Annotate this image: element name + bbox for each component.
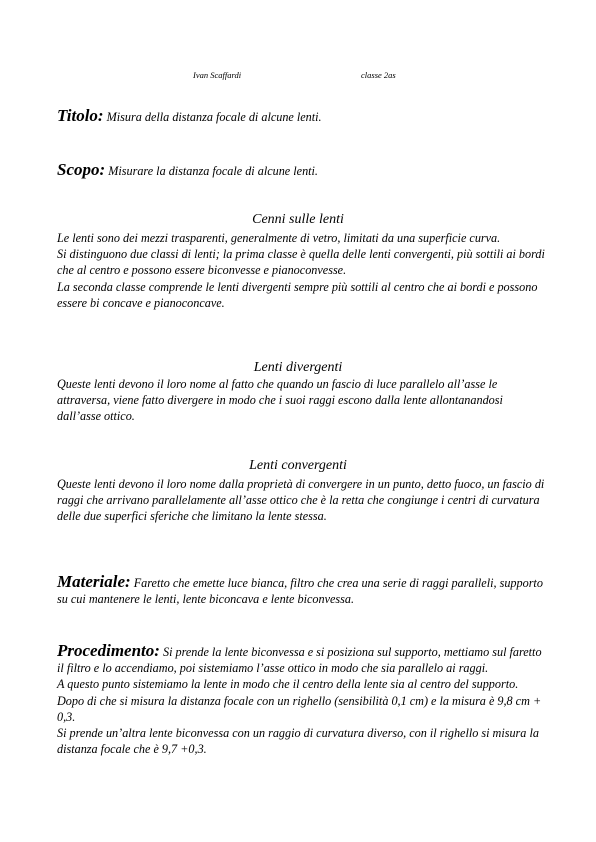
procedimento-paragraph: A questo punto sistemiamo la lente in modo che il centro della lente sia al centro del supporto. Dopo di che si misura la distanza focale con un righello (sensibilità 0,1 cm) e la misura è 9,8 cm + 0,3. bbox=[57, 677, 542, 724]
scopo-section bbox=[57, 162, 547, 179]
titolo-label: Titolo: bbox=[57, 106, 104, 125]
divergenti-heading: Lenti divergenti bbox=[253, 360, 343, 375]
cenni-paragraph: Le lenti sono dei mezzi trasparenti, generalmente di vetro, limitati da una superficie curva. bbox=[57, 231, 501, 245]
titolo-text: Misura della distanza focale di alcune lenti. bbox=[106, 110, 322, 124]
convergenti-heading: Lenti convergenti bbox=[249, 458, 347, 473]
titolo-section bbox=[57, 108, 547, 125]
procedimento-text: Si prende la lente biconvessa e si posiziona sul supporto, mettiamo sul faretto il filtro e lo accendiamo, poi sistemiamo l’asse ottico in modo che sia parallelo ai raggi. bbox=[57, 645, 542, 676]
materiale-text: Faretto che emette luce bianca, filtro che crea una serie di raggi paralleli, supporto su cui mantenere le lenti, lente biconcava e lente biconvessa. bbox=[57, 576, 543, 607]
cenni-paragraph: La seconda classe comprende le lenti divergenti sempre più sottili al centro che ai bordi e possono essere bi concave e pianoconcave. bbox=[57, 279, 538, 310]
scopo-text: Misurare la distanza focale di alcune lenti. bbox=[108, 164, 318, 178]
materiale-section bbox=[57, 574, 547, 607]
procedimento-paragraph: Si prende un’altra lente biconvessa con un raggio di curvatura diverso, con il righello si misura la distanza focale che è 9,7 +0,3. bbox=[57, 726, 539, 757]
procedimento-label: Procedimento: bbox=[57, 641, 160, 660]
convergenti-body: Queste lenti devono il loro nome dalla proprietà di convergere in un punto, detto fuoco, un fascio di raggi che arrivano parallelamente all’asse ottico che è la retta che congiunge i centri di curvatura delle due superfici sferiche che limitano la lente stessa. bbox=[57, 477, 545, 524]
procedimento-paragraph bbox=[57, 643, 547, 676]
cenni-heading: Cenni sulle lenti bbox=[252, 212, 344, 227]
materiale-label: Materiale: bbox=[57, 572, 131, 591]
header-author: Ivan Scaffardi bbox=[193, 70, 242, 80]
cenni-paragraph: Si distinguono due classi di lenti; la prima classe è quella delle lenti convergenti, più sottili ai bordi che al centro e possono essere biconvesse e pianoconvesse. bbox=[57, 247, 545, 278]
scopo-label: Scopo: bbox=[57, 160, 106, 179]
cenni-body bbox=[57, 230, 547, 311]
header-class: classe 2as bbox=[361, 70, 396, 80]
procedimento-section bbox=[57, 643, 547, 757]
divergenti-body: Queste lenti devono il loro nome al fatto che quando un fascio di luce parallelo all’asse le attraversa, viene fatto divergere in modo che i suoi raggi escono dalla lente allontanandosi dall’asse ottico. bbox=[57, 377, 503, 424]
